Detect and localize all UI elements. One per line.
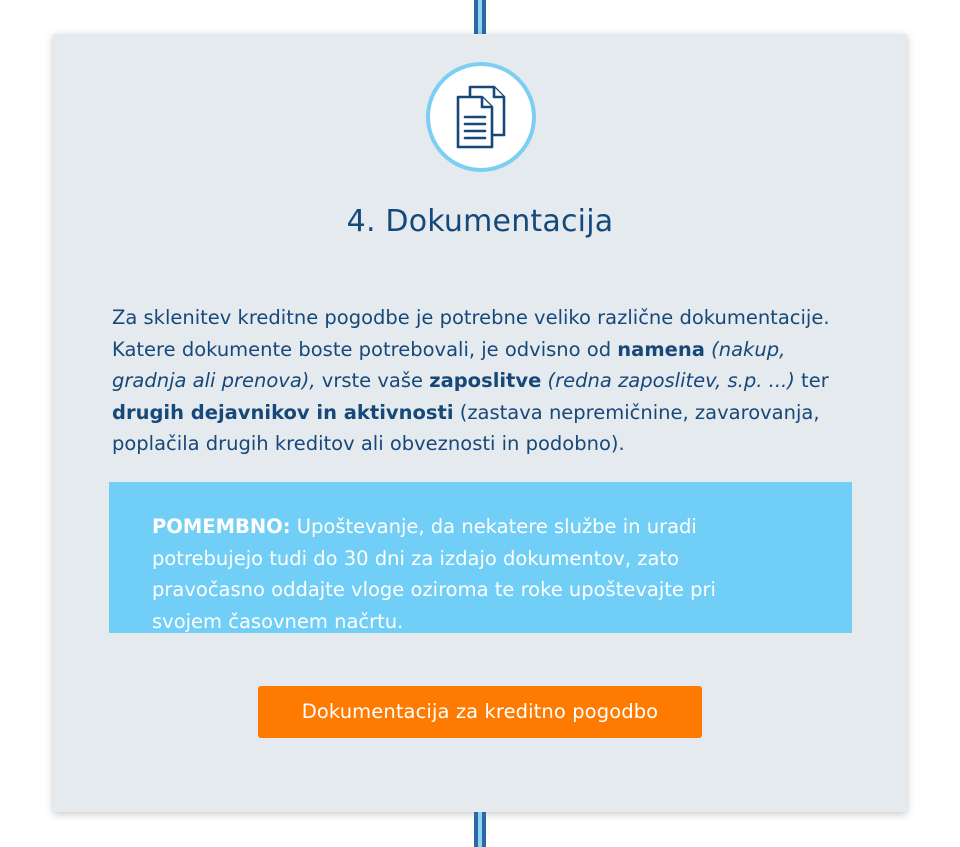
timeline-connector-top	[474, 0, 486, 36]
description-text: ter	[794, 369, 829, 392]
important-notice-text	[152, 511, 792, 637]
important-notice-box	[109, 482, 852, 633]
important-notice-label: POMEMBNO:	[152, 515, 291, 538]
description-bold-factors: drugih dejavnikov in aktivnosti	[112, 400, 454, 424]
description-bold-zaposlitve: zaposlitve	[429, 369, 542, 392]
documentation-step-card	[53, 34, 907, 812]
description-text: vrste vaše	[315, 369, 430, 392]
description-text: Za sklenitev kreditne pogodbe je potrebne veliko različne dokumentacije. Katere dokumente boste potrebovali, je odvisno od	[112, 306, 830, 361]
description-italic-employment: (redna zaposlitev, s.p. ...)	[541, 369, 795, 392]
description-text: (zastava nepremičnine, zavarovanja, poplačila drugih kreditov ali obveznosti in podobno).	[112, 400, 820, 455]
section-title: 4. Dokumentacija	[346, 204, 614, 239]
section-description	[112, 302, 856, 460]
description-italic-purpose: (nakup, gradnja ali prenova),	[112, 337, 786, 392]
description-bold-namena: namena	[617, 337, 705, 361]
documentation-cta-button[interactable]: Dokumentacija za kreditno pogodbo	[258, 686, 702, 738]
important-notice-body: Upoštevanje, da nekatere službe in uradi potrebujejo tudi do 30 dni za izdajo dokumentov, zato pravočasno oddajte vloge oziroma te roke upoštevajte pri svojem časovnem načrtu.	[152, 515, 716, 633]
documents-icon	[454, 85, 508, 149]
timeline-connector-bottom	[474, 812, 486, 847]
step-icon-circle	[426, 62, 536, 172]
